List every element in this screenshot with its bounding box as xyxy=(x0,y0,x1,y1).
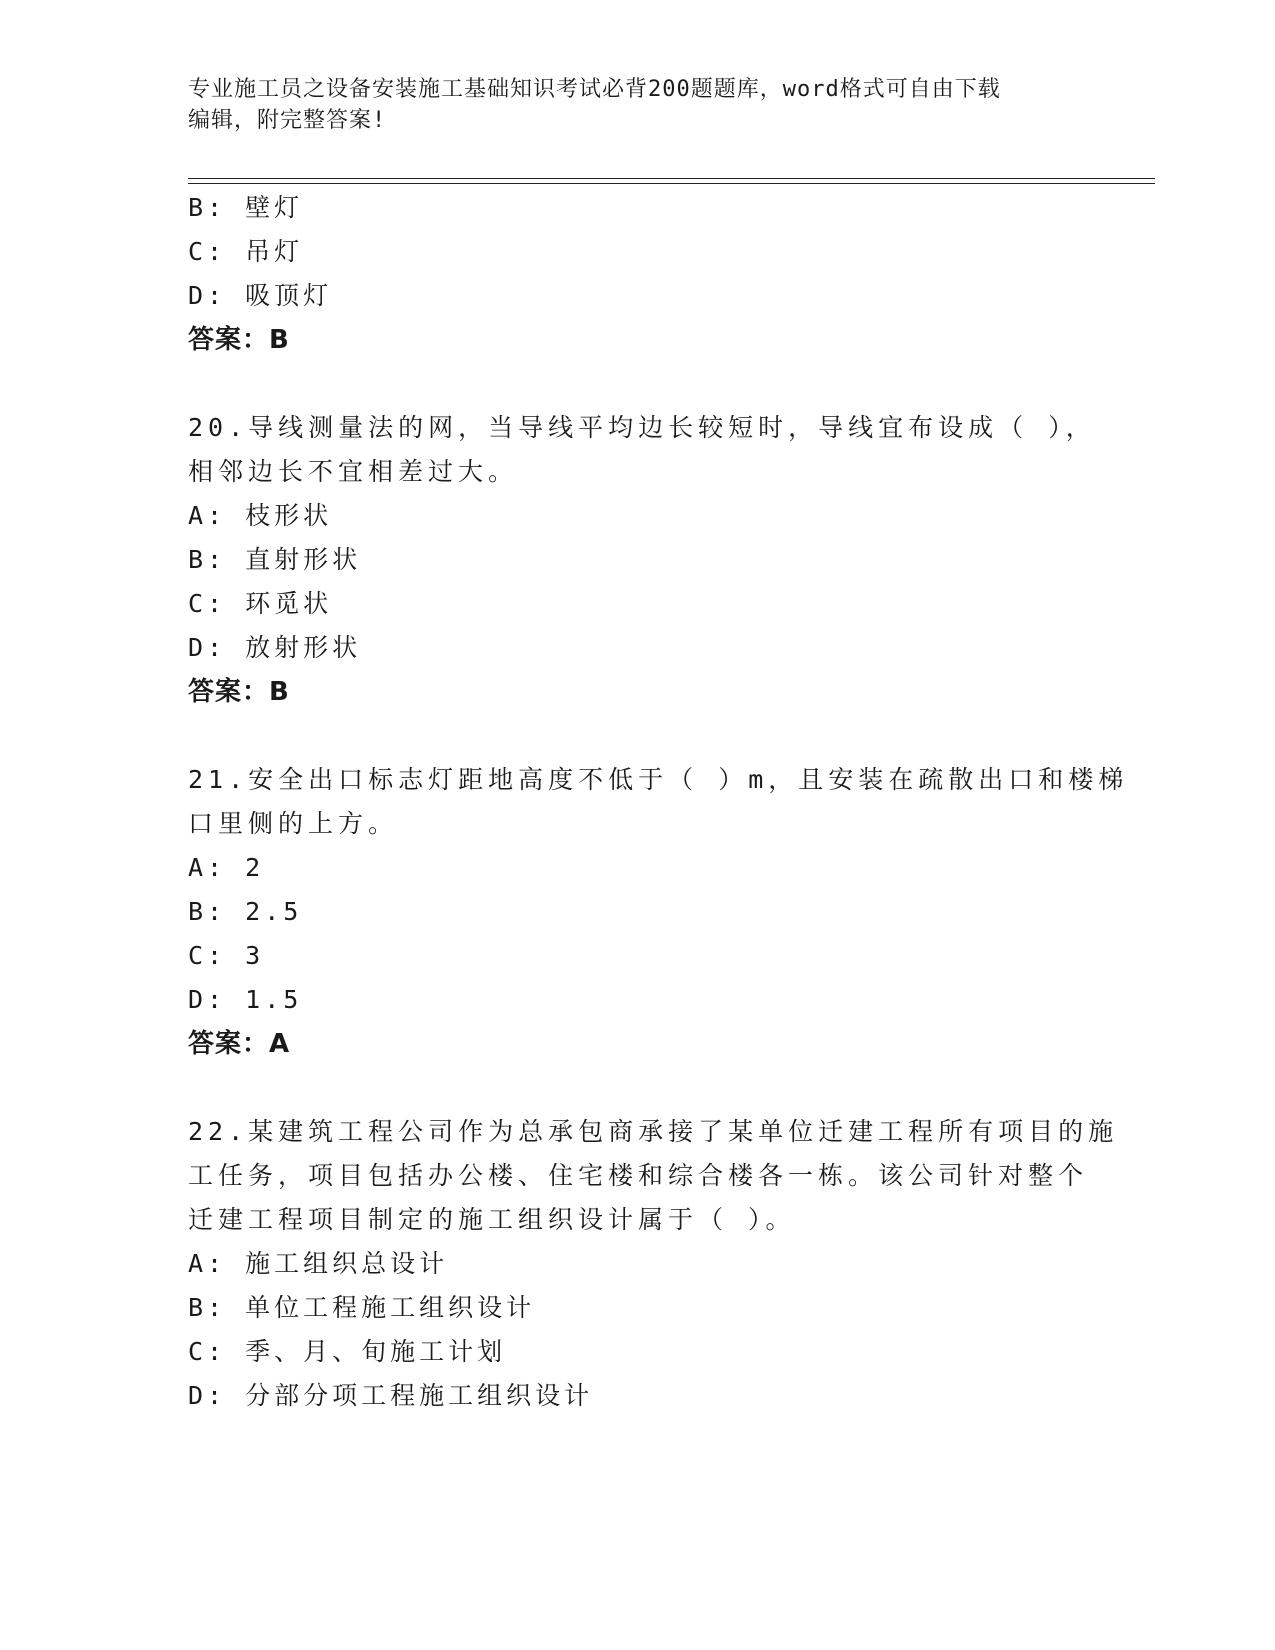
q20-option-c: C: 环觅状 xyxy=(188,589,333,618)
q22-option-c: C: 季、月、旬施工计划 xyxy=(188,1337,507,1366)
q22-option-d: D: 分部分项工程施工组织设计 xyxy=(188,1381,594,1410)
q19-option-d: D: 吸顶灯 xyxy=(188,281,333,310)
q21-option-d: D: 1.5 xyxy=(188,985,303,1014)
q21-answer: 答案：A xyxy=(188,1029,291,1059)
q19-answer: 答案：B xyxy=(188,325,290,355)
header-title-line-1: 专业施工员之设备安装施工基础知识考试必背200题题库，word格式可自由下载 xyxy=(188,77,1001,102)
q20-stem-line-1: 20.导线测量法的网，当导线平均边长较短时，导线宜布设成（ ）， xyxy=(188,413,1096,442)
q21-stem-line-2: 口里侧的上方。 xyxy=(188,809,399,838)
header-divider-top xyxy=(188,178,1155,179)
header-divider-bottom xyxy=(188,183,1155,184)
q21-option-b: B: 2.5 xyxy=(188,897,303,926)
q22-option-a: A: 施工组织总设计 xyxy=(188,1249,449,1278)
q22-stem-line-1: 22.某建筑工程公司作为总承包商承接了某单位迁建工程所有项目的施 xyxy=(188,1117,1119,1146)
q22-stem-line-3: 迁建工程项目制定的施工组织设计属于（ ）。 xyxy=(188,1205,796,1234)
q20-option-d: D: 放射形状 xyxy=(188,633,362,662)
q20-option-b: B: 直射形状 xyxy=(188,545,362,574)
q20-option-a: A: 枝形状 xyxy=(188,501,333,530)
q21-option-a: A: 2 xyxy=(188,853,265,882)
q21-option-c: C: 3 xyxy=(188,941,265,970)
document-header xyxy=(188,74,1088,136)
q20-stem-line-2: 相邻边长不宜相差过大。 xyxy=(188,457,519,486)
q21-stem-line-1: 21.安全出口标志灯距地高度不低于（ ）m，且安装在疏散出口和楼梯 xyxy=(188,765,1129,794)
q19-option-b: B: 壁灯 xyxy=(188,193,304,222)
q22-option-b: B: 单位工程施工组织设计 xyxy=(188,1293,536,1322)
q19-option-c: C: 吊灯 xyxy=(188,237,304,266)
q20-answer: 答案：B xyxy=(188,677,290,707)
header-title-line-2: 编辑，附完整答案! xyxy=(188,108,387,133)
q22-stem-line-2: 工任务，项目包括办公楼、住宅楼和综合楼各一栋。该公司针对整个 xyxy=(188,1161,1089,1190)
